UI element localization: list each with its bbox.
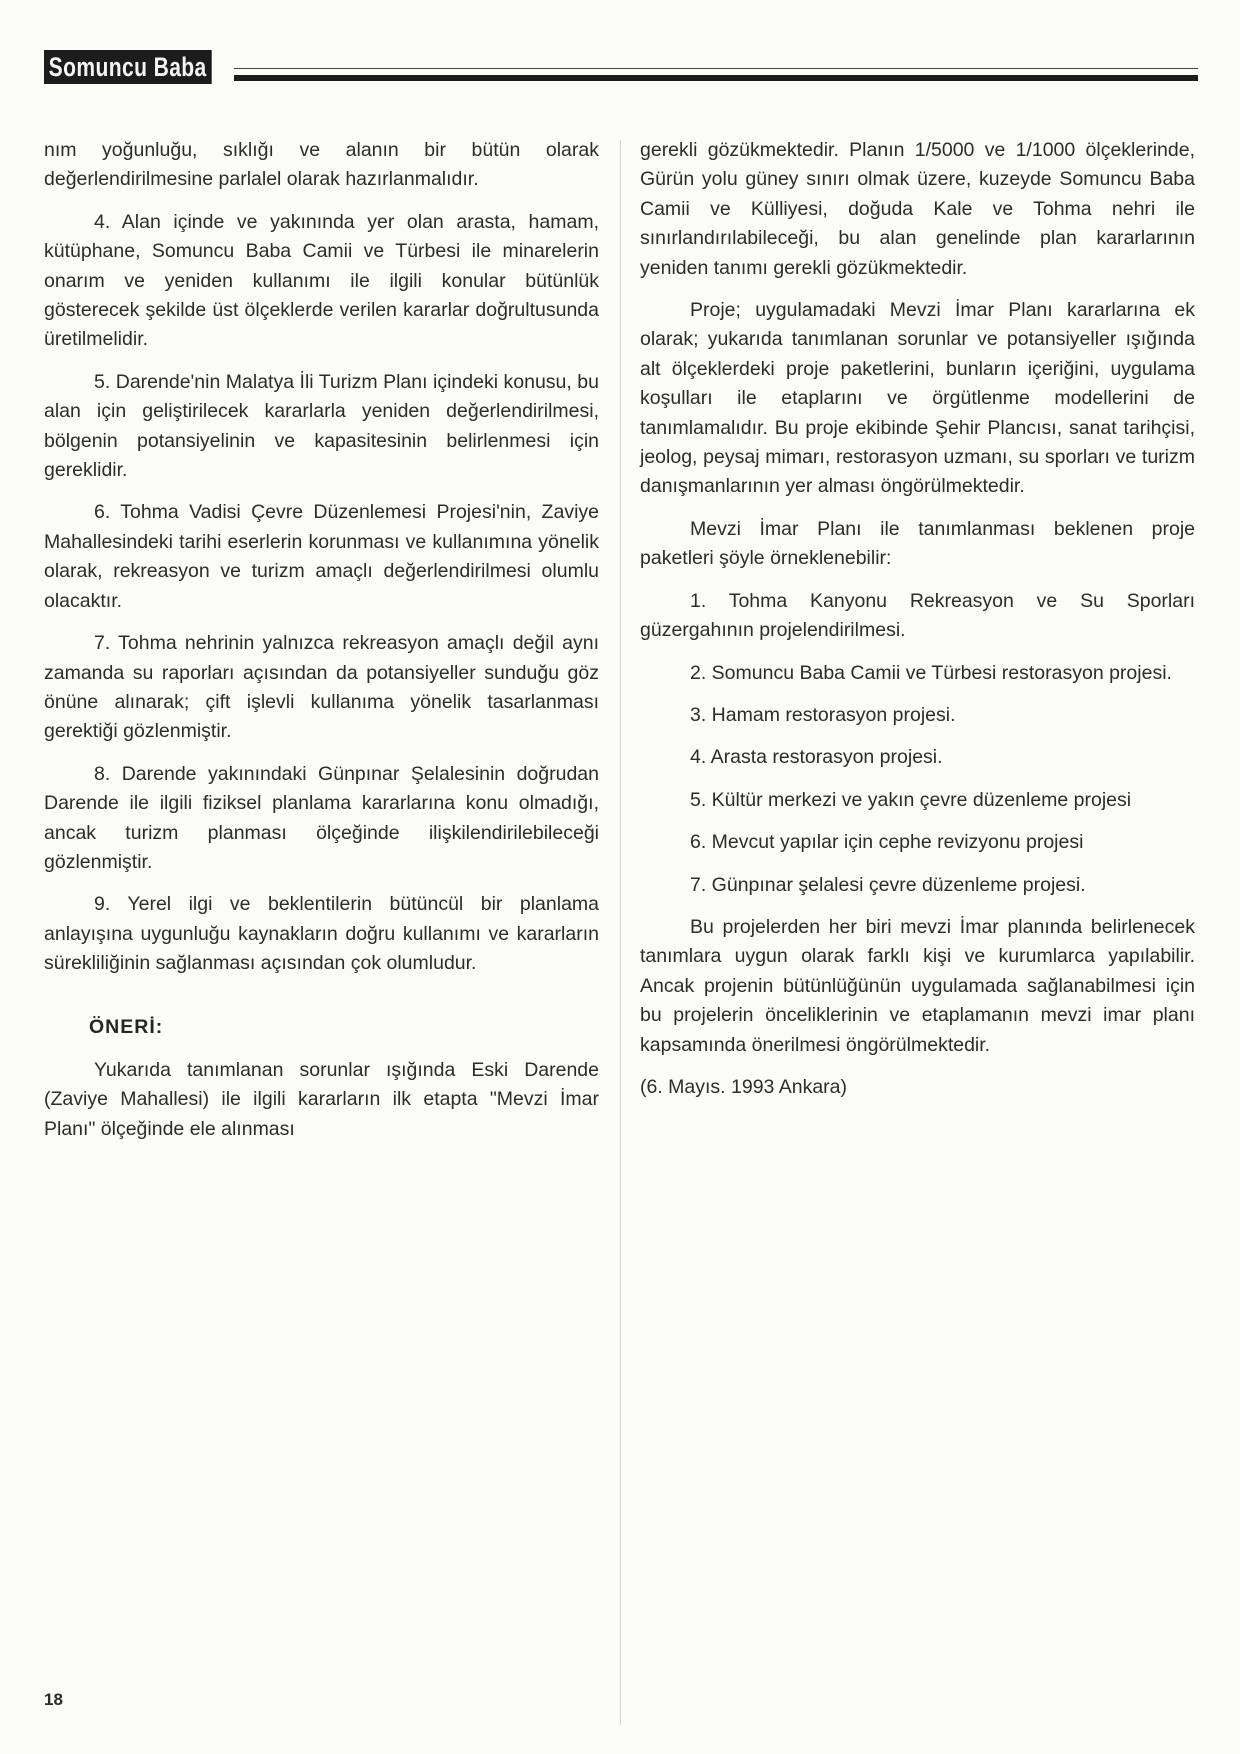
right-column [640, 136, 1195, 1115]
paragraph-item-9: 9. Yerel ilgi ve beklentilerin bütüncül bir planlama anlayışına uygunluğu kaynakların doğru kullanımı ve kararların sürekliliğinin sağlanması açısından çok olumludur. [44, 893, 599, 975]
masthead-thin-rule [234, 68, 1198, 69]
list-item: 6. Mevcut yapılar için cephe revizyonu projesi [690, 831, 1084, 854]
masthead [44, 50, 1198, 90]
list-item: 3. Hamam restorasyon projesi. [690, 703, 956, 726]
list-item: 4. Arasta restorasyon projesi. [690, 746, 943, 769]
masthead-title: Somuncu Baba [44, 50, 211, 84]
paragraph-item-4: 4. Alan içinde ve yakınında yer olan arasta, hamam, kütüphane, Somuncu Baba Camii ve Türbesi ile minarelerin onarım ve yeniden kullanımı ile ilgili konular bütünlük gösterecek şekilde üst ölçeklerde verilen kararlar doğrultusunda üretilmelidir. [44, 210, 599, 351]
list-item: 1. Tohma Kanyonu Rekreasyon ve Su Sporları güzergahının projelendirilmesi. [640, 589, 1195, 642]
paragraph-continued-right: gerekli gözükmektedir. Planın 1/5000 ve 1/1000 ölçeklerinde, Gürün yolu güney sınırı olmak üzere, kuzeyde Somuncu Baba Camii ve Külliyesi, doğuda Kale ve Tohma nehri ile sınırlandırılabileceği, bu alan genelinde plan kararlarının yeniden tanımı gerekli gözükmektedir. [640, 139, 1195, 279]
left-column [44, 136, 599, 1157]
list-item: 2. Somuncu Baba Camii ve Türbesi restorasyon projesi. [690, 661, 1172, 684]
paragraph-continued: nım yoğunluğu, sıklığı ve alanın bir bütün olarak değerlendirilmesine parlalel olarak hazırlanmalıdır. [44, 139, 599, 191]
place-date: (6. Mayıs. 1993 Ankara) [640, 1075, 848, 1098]
list-item: 5. Kültür merkezi ve yakın çevre düzenleme projesi [690, 788, 1132, 811]
page-number: 18 [44, 1690, 63, 1709]
masthead-rule [234, 75, 1198, 81]
paragraph-item-7: 7. Tohma nehrinin yalnızca rekreasyon amaçlı değil aynı zamanda su raporları açısından da potansiyeller sunduğu göz önüne alınarak; çift işlevli kullanıma yönelik tasarlanması gerektiği gözlenmiştir. [44, 632, 599, 743]
column-divider [620, 140, 621, 1725]
paragraph-closing: Bu projelerden her biri mevzi İmar planında belirlenecek tanımlara uygun olarak farklı kişi ve kurumlarca yapılabilir. Ancak projenin bütünlüğünün uygulamada sağlanabilmesi için bu projelerin önceliklerinin ve etaplamanın mevzi imar planı kapsamında önerilmesi öngörülmektedir. [640, 915, 1195, 1056]
paragraph-item-6: 6. Tohma Vadisi Çevre Düzenlemesi Projesi'nin, Zaviye Mahallesindeki tarihi eserlerin korunması ve kullanımına yönelik olarak, rekreasyon ve turizm amaçlı değerlendirilmesi olumlu olacaktır. [44, 501, 599, 612]
paragraph-list-intro: Mevzi İmar Planı ile tanımlanması beklenen proje paketleri şöyle örneklenebilir: [640, 517, 1195, 570]
paragraph-item-8: 8. Darende yakınındaki Günpınar Şelalesinin doğrudan Darende ile ilgili fiziksel planlama kararlarına konu olmadığı, ancak turizm planması ölçeğinde ilişkilendirilebileceği gözlenmiştir. [44, 762, 599, 873]
paragraph-item-5: 5. Darende'nin Malatya İli Turizm Planı içindeki konusu, bu alan için geliştirilecek kararlarla yeniden değerlendirilmesi, bölgenin potansiyelinin ve kapasitesinin belirlenmesi için gereklidir. [44, 370, 599, 482]
paragraph-oneri: Yukarıda tanımlanan sorunlar ışığında Eski Darende (Zaviye Mahallesi) ile ilgili kararların ilk etapta "Mevzi İmar Planı" ölçeğinde ele alınması [44, 1058, 599, 1140]
paragraph-proje: Proje; uygulamadaki Mevzi İmar Planı kararlarına ek olarak; yukarıda tanımlanan sorunlar ve potansiyeller ışığında alt ölçeklerdeki proje paketlerini, bunların içeriğini, uygulama koşulları ile etaplarını ve örgütlenme modellerini de tanımlamalıdır. Bu proje ekibinde Şehir Plancısı, sanat tarihçisi, jeolog, peysaj mimarı, restorasyon uzmanı, su sporları ve turizm danışmanlarının yer alması öngörülmektedir. [640, 299, 1195, 498]
section-heading-oneri: ÖNERİ: [89, 1015, 164, 1038]
list-item: 7. Günpınar şelalesi çevre düzenleme projesi. [690, 873, 1086, 896]
